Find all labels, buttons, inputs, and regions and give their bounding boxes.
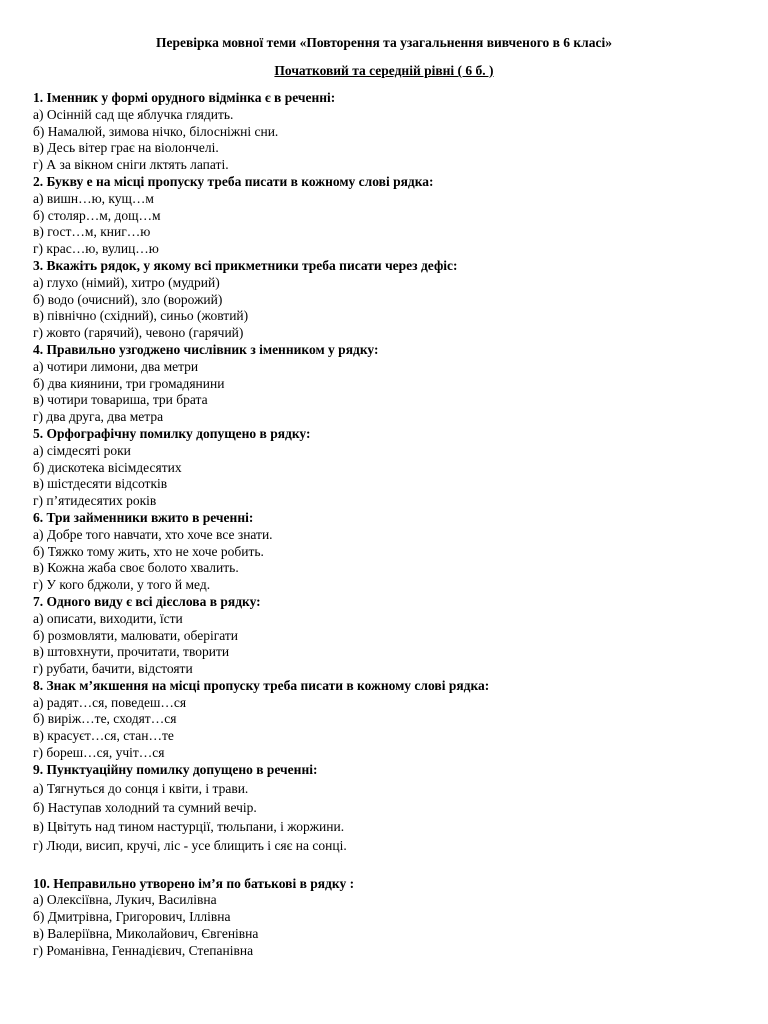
answer-option-v: в) Цвітуть над тином настурції, тюльпани, і жоржини.: [33, 818, 345, 834]
answer-option-v: в) шістдесяти відсотків: [33, 476, 168, 492]
answer-option-b: б) Наступав холодний та сумний вечір.: [33, 799, 257, 815]
question-7: [33, 594, 753, 678]
question-9: [33, 762, 753, 855]
answer-option-h: г) Романівна, Геннадієвич, Степанівна: [33, 942, 254, 958]
question-2: [33, 174, 753, 258]
answer-option-v: в) красуєт…ся, стан…те: [33, 728, 174, 744]
answer-option-a: а) сімдесяті роки: [33, 442, 131, 458]
question-heading: 10. Неправильно утворено ім’я по батькові в рядку :: [33, 875, 355, 891]
answer-option-a: а) Олексіївна, Лукич, Василівна: [33, 892, 217, 908]
answer-option-v: в) Кожна жаба своє болото хвалить.: [33, 560, 239, 576]
answer-option-a: а) радят…ся, поведеш…ся: [33, 694, 187, 710]
question-6: [33, 510, 753, 594]
subtitle-text: Початковий та середній рівні ( 6 б. ): [274, 63, 494, 78]
answer-option-a: а) описати, виходити, їсти: [33, 610, 183, 626]
question-heading: 3. Вкажіть рядок, у якому всі прикметники треба писати через дефіс:: [33, 257, 458, 273]
question-heading: 9. Пунктуаційну помилку допущено в реченні:: [33, 761, 318, 777]
answer-option-b: б) розмовляти, малювати, оберігати: [33, 627, 239, 643]
answer-option-a: а) Осінній сад ще яблучка глядить.: [33, 106, 234, 122]
answer-option-v: в) Валеріївна, Миколайович, Євгенівна: [33, 926, 259, 942]
question-heading: 5. Орфографічну помилку допущено в рядку:: [33, 425, 311, 441]
answer-option-h: г) Люди, висип, кручі, ліс - усе блищить і сяє на сонці.: [33, 837, 347, 853]
answer-option-a: а) чотири лимони, два метри: [33, 358, 199, 374]
question-heading: 1. Іменник у формі орудного відмінка є в реченні:: [33, 90, 336, 105]
answer-option-h: г) рубати, бачити, відстояти: [33, 661, 193, 677]
question-1: [33, 90, 753, 174]
answer-option-h: г) два друга, два метра: [33, 409, 164, 425]
answer-option-b: б) Тяжко тому жить, хто не хоче робить.: [33, 543, 264, 559]
answer-option-b: б) Намалюй, зимова нічко, білосніжні сни.: [33, 123, 279, 139]
answer-option-h: г) А за вікном сніги лктять лапаті.: [33, 157, 229, 173]
answer-option-b: б) водо (очисний), зло (ворожий): [33, 291, 223, 307]
question-heading: 7. Одного виду є всі дієслова в рядку:: [33, 593, 261, 609]
question-heading: 6. Три займенники вжито в реченні:: [33, 509, 254, 525]
answer-option-h: г) жовто (гарячий), чевоно (гарячий): [33, 325, 244, 341]
answer-option-v: в) північно (східний), синьо (жовтий): [33, 308, 249, 324]
answer-option-b: б) виріж…те, сходят…ся: [33, 711, 177, 727]
answer-option-h: г) бореш…ся, учіт…ся: [33, 745, 165, 761]
question-4: [33, 342, 753, 426]
answer-option-a: а) вишн…ю, кущ…м: [33, 190, 154, 206]
answer-option-b: б) Дмитрівна, Григорович, Іллівна: [33, 909, 231, 925]
questions-list: [33, 90, 753, 960]
question-8: [33, 678, 753, 762]
question-heading: 2. Букву е на місці пропуску треба писати в кожному слові рядка:: [33, 173, 434, 189]
answer-option-h: г) У кого бджоли, у того й мед.: [33, 577, 211, 593]
answer-option-b: б) два киянини, три громадянини: [33, 375, 225, 391]
answer-option-v: в) гост…м, книг…ю: [33, 224, 151, 240]
document-title: Перевірка мовної теми «Повторення та узагальнення вивченого в 6 класі»: [156, 35, 612, 50]
question-heading: 4. Правильно узгоджено числівник з іменником у рядку:: [33, 341, 379, 357]
answer-option-a: а) Добре того навчати, хто хоче все знати.: [33, 526, 273, 542]
answer-option-b: б) дискотека вісімдесятих: [33, 459, 182, 475]
answer-option-a: а) глухо (німий), хитро (мудрий): [33, 274, 220, 290]
question-5: [33, 426, 753, 510]
answer-option-v: в) штовхнути, прочитати, творити: [33, 644, 230, 660]
answer-option-b: б) столяр…м, дощ…м: [33, 207, 161, 223]
answer-option-a: а) Тягнуться до сонця і квіти, і трави.: [33, 780, 249, 796]
answer-option-v: в) Десь вітер грає на віолончелі.: [33, 140, 219, 156]
answer-option-h: г) п’ятидесятих років: [33, 493, 157, 509]
answer-option-h: г) крас…ю, вулиц…ю: [33, 241, 159, 257]
question-heading: 8. Знак м’якшення на місці пропуску треба писати в кожному слові рядка:: [33, 677, 490, 693]
question-3: [33, 258, 753, 342]
question-10: [33, 876, 753, 960]
document-subtitle: [0, 63, 768, 79]
answer-option-v: в) чотири товариша, три брата: [33, 392, 208, 408]
